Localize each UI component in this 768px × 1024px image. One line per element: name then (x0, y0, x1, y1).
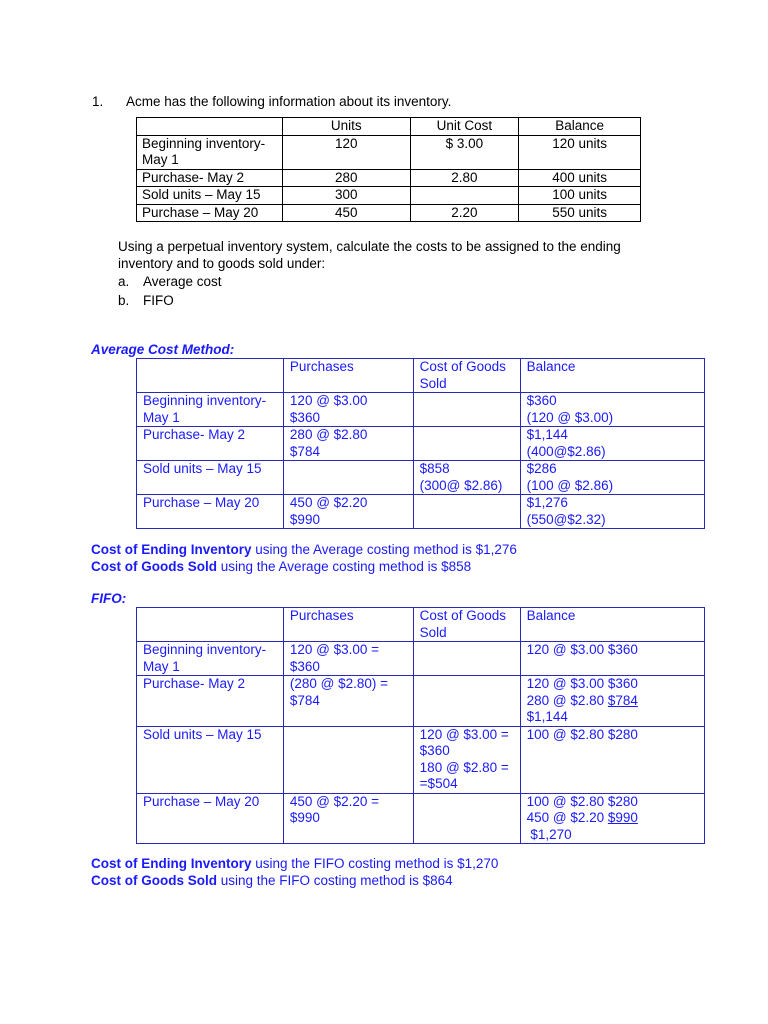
header-cell: Cost of Goods Sold (413, 359, 520, 393)
table-row (137, 135, 641, 169)
fifo-summary-cogs: Cost of Goods Sold using the FIFO costing method is $864 (91, 873, 453, 888)
table-row (137, 204, 641, 222)
units-cell: 300 (282, 187, 410, 205)
table-row (137, 793, 705, 844)
row-label: Beginning inventory- May 1 (137, 642, 284, 676)
inventory-info-table (136, 117, 641, 222)
row-label: Purchase – May 20 (137, 793, 284, 844)
cost-cell: 2.80 (410, 169, 519, 187)
fifo-heading: FIFO: (91, 591, 127, 606)
cogs-cell (413, 676, 520, 727)
average-summary-ending: Cost of Ending Inventory using the Average costing method is $1,276 (91, 542, 517, 557)
cost-cell: 2.20 (410, 204, 519, 222)
row-label: Sold units – May 15 (137, 726, 284, 793)
cogs-cell (413, 393, 520, 427)
row-label: Beginning inventory- May 1 (137, 135, 283, 169)
header-cell: Cost of Goods Sold (413, 608, 520, 642)
units-cell: 450 (282, 204, 410, 222)
option-a-text: Average cost (143, 274, 222, 289)
average-summary-cogs: Cost of Goods Sold using the Average costing method is $858 (91, 559, 472, 574)
average-cost-table (136, 358, 705, 529)
cogs-cell: 120 @ $3.00 = $360 180 @ $2.80 = =$504 (413, 726, 520, 793)
balance-cell: 100 @ $2.80 $280 (520, 726, 704, 793)
row-label: Purchase – May 20 (137, 204, 283, 222)
table-row (137, 427, 705, 461)
table-row (137, 642, 705, 676)
table-row (137, 169, 641, 187)
cost-cell (410, 187, 519, 205)
units-cell: 280 (282, 169, 410, 187)
purchases-cell (283, 461, 413, 495)
header-cell: Purchases (283, 359, 413, 393)
fifo-summary-ending: Cost of Ending Inventory using the FIFO costing method is $1,270 (91, 856, 499, 871)
purchases-cell: (280 @ $2.80) = $784 (283, 676, 413, 727)
table-row (137, 726, 705, 793)
header-cell: Unit Cost (410, 118, 519, 136)
row-label: Sold units – May 15 (137, 461, 284, 495)
purchases-cell: 450 @ $2.20 $990 (283, 495, 413, 529)
option-b-text: FIFO (143, 293, 174, 308)
cogs-cell (413, 793, 520, 844)
purchases-cell: 280 @ $2.80 $784 (283, 427, 413, 461)
units-cell: 120 (282, 135, 410, 169)
balance-cell: 100 @ $2.80 $280 450 @ $2.20 $990 $1,270 (520, 793, 704, 844)
row-label: Purchase- May 2 (137, 676, 284, 727)
table-header-row (137, 608, 705, 642)
table-row (137, 393, 705, 427)
purchases-cell: 120 @ $3.00 = $360 (283, 642, 413, 676)
row-label: Purchase- May 2 (137, 169, 283, 187)
balance-cell: 100 units (519, 187, 641, 205)
table-row (137, 495, 705, 529)
cogs-cell (413, 427, 520, 461)
header-cell: Balance (520, 359, 704, 393)
row-label: Purchase- May 2 (137, 427, 284, 461)
header-cell: Purchases (283, 608, 413, 642)
balance-cell: $360 (120 @ $3.00) (520, 393, 704, 427)
header-cell (137, 359, 284, 393)
balance-cell: $1,144 (400@$2.86) (520, 427, 704, 461)
fifo-table (136, 607, 705, 844)
balance-cell: 120 @ $3.00 $360 (520, 642, 704, 676)
header-cell (137, 608, 284, 642)
option-a-marker: a. (118, 274, 130, 289)
instructions: Using a perpetual inventory system, calculate the costs to be assigned to the ending inventory and to goods sold under: (118, 239, 621, 271)
header-cell: Units (282, 118, 410, 136)
purchases-cell: 120 @ $3.00 $360 (283, 393, 413, 427)
header-cell: Balance (519, 118, 641, 136)
average-heading: Average Cost Method: (91, 342, 235, 357)
table-header-row (137, 359, 705, 393)
balance-cell: 400 units (519, 169, 641, 187)
purchases-cell (283, 726, 413, 793)
option-b-marker: b. (118, 293, 130, 308)
table-header-row (137, 118, 641, 136)
balance-cell: $286 (100 @ $2.86) (520, 461, 704, 495)
balance-cell: 120 units (519, 135, 641, 169)
purchases-cell: 450 @ $2.20 = $990 (283, 793, 413, 844)
header-cell: Balance (520, 608, 704, 642)
balance-cell: 550 units (519, 204, 641, 222)
cost-cell: $ 3.00 (410, 135, 519, 169)
cogs-cell (413, 495, 520, 529)
balance-cell: 120 @ $3.00 $360 280 @ $2.80 $784 $1,144 (520, 676, 704, 727)
row-label: Purchase – May 20 (137, 495, 284, 529)
table-row (137, 187, 641, 205)
cogs-cell (413, 642, 520, 676)
row-label: Sold units – May 15 (137, 187, 283, 205)
question-text: Acme has the following information about its inventory. (126, 94, 452, 109)
cogs-cell: $858 (300@ $2.86) (413, 461, 520, 495)
table-row (137, 461, 705, 495)
table-row (137, 676, 705, 727)
balance-cell: $1,276 (550@$2.32) (520, 495, 704, 529)
row-label: Beginning inventory- May 1 (137, 393, 284, 427)
header-cell (137, 118, 283, 136)
question-number: 1. (92, 94, 104, 109)
